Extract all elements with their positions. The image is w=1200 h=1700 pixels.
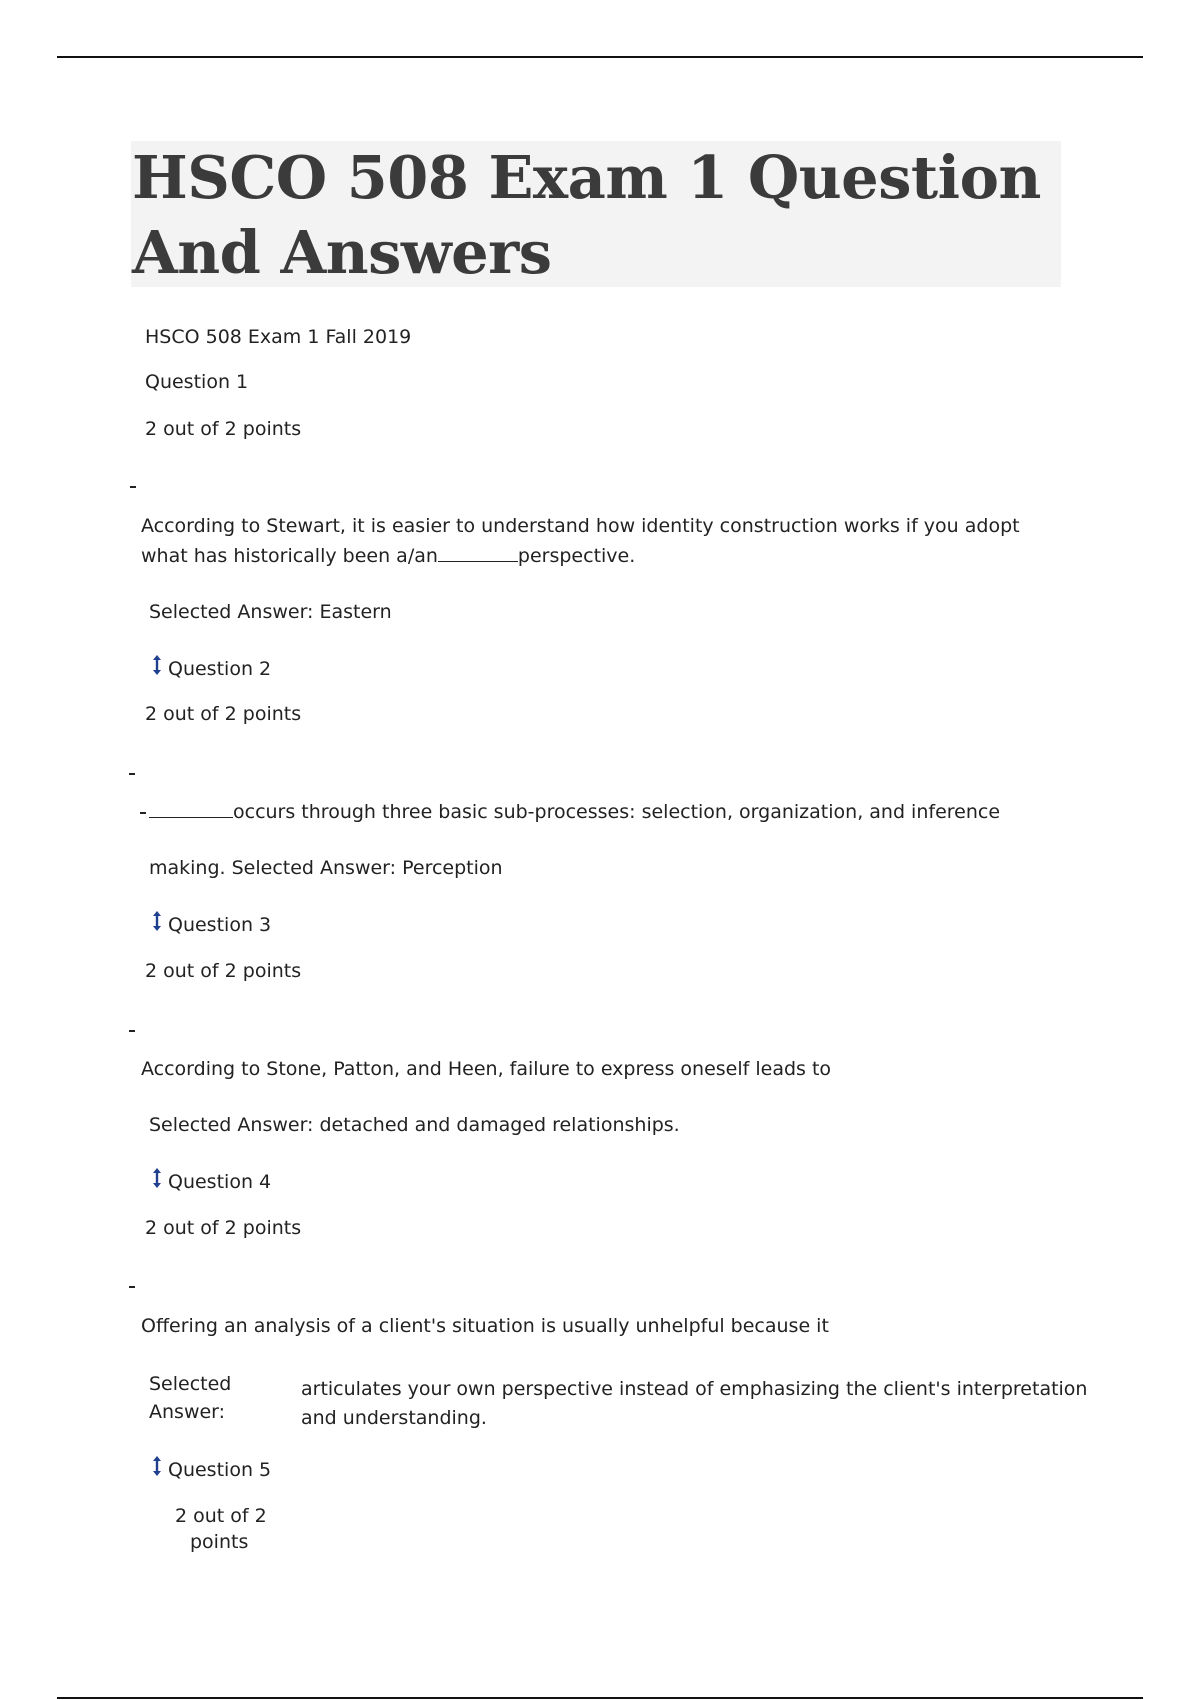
question-2-prompt-text: occurs through three basic sub-processes: selection, organization, and inference	[233, 801, 1001, 823]
question-3-points: 2 out of 2 points	[145, 960, 302, 982]
question-2-prompt	[140, 797, 1000, 827]
question-1-marker	[130, 486, 136, 488]
question-4-answer-line1: articulates your own perspective instead of emphasizing the client's interpretation	[301, 1378, 1088, 1400]
question-1-prompt-suffix: perspective.	[517, 545, 636, 567]
question-4-marker	[129, 1286, 135, 1288]
question-1-label: Question 1	[145, 371, 249, 393]
question-5-points-line2: points	[190, 1531, 249, 1553]
question-1-prompt-line1: According to Stewart, it is easier to understand how identity construction works if you adopt	[141, 515, 1020, 537]
question-1-answer: Selected Answer: Eastern	[149, 601, 392, 623]
question-4-prompt: Offering an analysis of a client's situation is usually unhelpful because it	[141, 1315, 829, 1337]
question-4-answer-line2: and understanding.	[301, 1407, 487, 1429]
up-down-arrow-icon	[151, 1167, 163, 1189]
question-1-prompt-text: what has historically been a/an	[141, 545, 438, 567]
question-1-blank	[438, 545, 518, 562]
question-2-answer: making. Selected Answer: Perception	[149, 857, 503, 879]
question-3-label: Question 3	[168, 914, 272, 936]
question-5-label: Question 5	[168, 1459, 272, 1481]
question-4-answer-label-line2: Answer:	[149, 1401, 226, 1423]
question-2-points: 2 out of 2 points	[145, 703, 302, 725]
up-down-arrow-icon	[151, 910, 163, 932]
document-title: HSCO 508 Exam 1 Question And Answers	[132, 143, 1041, 287]
question-5-points-line1: 2 out of 2	[175, 1505, 267, 1527]
bottom-rule	[57, 1697, 1143, 1699]
question-4-label: Question 4	[168, 1171, 272, 1193]
up-down-arrow-icon	[151, 1455, 163, 1477]
question-3-prompt: According to Stone, Patton, and Heen, failure to express oneself leads to	[141, 1058, 832, 1080]
question-3-marker	[129, 1030, 135, 1032]
question-1-points: 2 out of 2 points	[145, 418, 302, 440]
top-rule	[57, 56, 1143, 58]
question-1-prompt-line2	[141, 541, 635, 571]
question-4-points: 2 out of 2 points	[145, 1217, 302, 1239]
question-3-answer: Selected Answer: detached and damaged relationships.	[149, 1114, 680, 1136]
question-4-answer-label-line1: Selected	[149, 1373, 232, 1395]
question-2-prompt-dash	[140, 812, 146, 814]
exam-subtitle: HSCO 508 Exam 1 Fall 2019	[145, 326, 412, 348]
question-2-marker	[129, 773, 135, 775]
question-2-blank	[149, 801, 233, 818]
question-2-label: Question 2	[168, 658, 272, 680]
up-down-arrow-icon	[151, 654, 163, 676]
